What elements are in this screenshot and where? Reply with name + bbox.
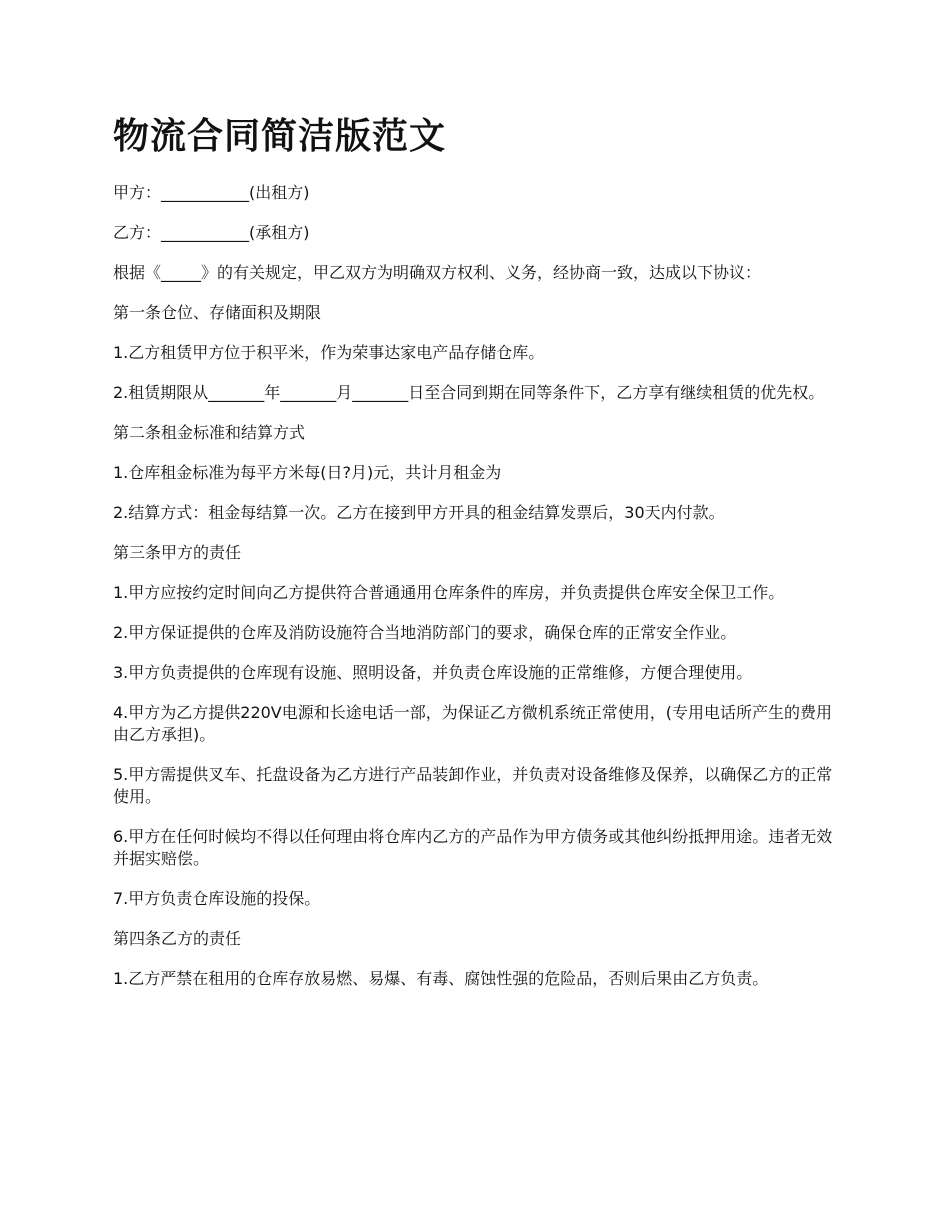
- article-4-clause-1: 1.乙方严禁在租用的仓库存放易燃、易爆、有毒、腐蚀性强的危险品，否则后果由乙方负责。: [113, 969, 769, 988]
- article-3-clause-4: 4.甲方为乙方提供220V电源和长途电话一部，为保证乙方微机系统正常使用，(专用电话所产生的费用由乙方承担)。: [113, 703, 832, 744]
- article-1-clause-2: 2.租赁期限从_______年_______月_______日至合同到期在同等条件下，乙方享有继续租赁的优先权。: [113, 383, 825, 402]
- article-3-clause-1: 1.甲方应按约定时间向乙方提供符合普通通用仓库条件的库房，并负责提供仓库安全保卫工作。: [113, 583, 785, 602]
- article-2-clause-2: 2.结算方式：租金每结算一次。乙方在接到甲方开具的租金结算发票后，30天内付款。: [113, 503, 725, 522]
- article-3-heading: 第三条甲方的责任: [113, 543, 242, 562]
- article-2-clause-1: 1.仓库租金标准为每平方米每(日?月)元，共计月租金为: [113, 463, 502, 482]
- preamble-paragraph: 根据《_____》的有关规定，甲乙双方为明确双方权利、义务，经协商一致，达成以下协议：: [113, 263, 762, 282]
- party-b-line: 乙方：___________(承租方): [113, 223, 310, 242]
- document-page: [113, 112, 841, 1008]
- article-3-clause-7: 7.甲方负责仓库设施的投保。: [113, 889, 321, 908]
- article-1-clause-1: 1.乙方租赁甲方位于积平米，作为荣事达家电产品存储仓库。: [113, 343, 545, 362]
- article-3-clause-5: 5.甲方需提供叉车、托盘设备为乙方进行产品装卸作业，并负责对设备维修及保养，以确保乙方的正常使用。: [113, 765, 833, 806]
- article-3-clause-3: 3.甲方负责提供的仓库现有设施、照明设备，并负责仓库设施的正常维修，方便合理使用。: [113, 663, 753, 682]
- party-a-line: 甲方：___________(出租方): [113, 183, 310, 202]
- article-1-heading: 第一条仓位、存储面积及期限: [113, 303, 322, 322]
- document-title: 物流合同简洁版范文: [113, 115, 447, 157]
- article-3-clause-2: 2.甲方保证提供的仓库及消防设施符合当地消防部门的要求，确保仓库的正常安全作业。: [113, 623, 737, 642]
- article-2-heading: 第二条租金标准和结算方式: [113, 423, 306, 442]
- article-3-clause-6: 6.甲方在任何时候均不得以任何理由将仓库内乙方的产品作为甲方债务或其他纠纷抵押用途。违者无效并据实赔偿。: [113, 827, 833, 868]
- article-4-heading: 第四条乙方的责任: [113, 929, 242, 948]
